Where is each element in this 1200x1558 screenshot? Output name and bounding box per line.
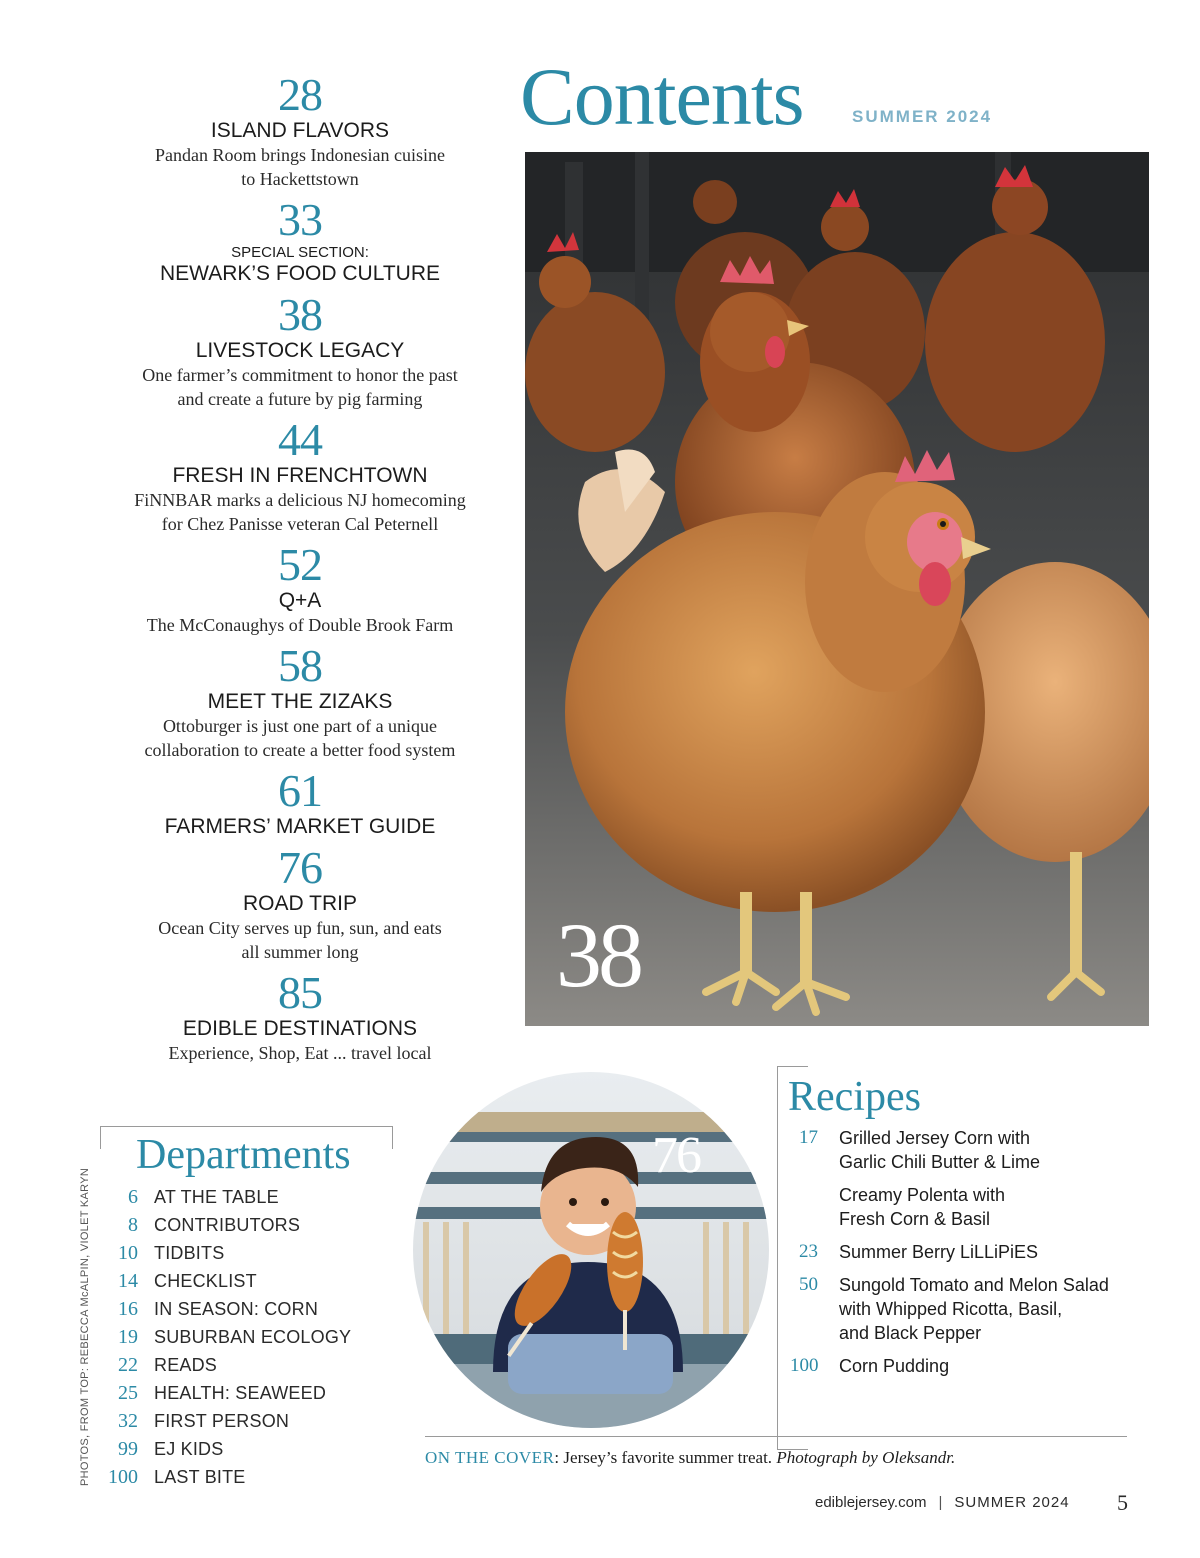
- circle-photo-boy-with-corn[interactable]: [413, 1072, 769, 1428]
- department-item[interactable]: [100, 1186, 420, 1214]
- footer-site-link[interactable]: ediblejersey.com: [815, 1494, 927, 1511]
- feature-page-number: 38: [278, 289, 322, 340]
- recipe-label: Grilled Jersey Corn with Garlic Chili Butter & Lime: [839, 1128, 1041, 1172]
- recipe-label: Creamy Polenta with Fresh Corn & Basil: [839, 1185, 1006, 1229]
- feature-item[interactable]: [100, 967, 500, 1065]
- feature-title: Q+A: [278, 589, 322, 612]
- department-page-number: 25: [118, 1382, 138, 1404]
- cover-note-label: ON THE COVER: [425, 1448, 555, 1467]
- department-page-number: 10: [118, 1242, 138, 1264]
- department-label: READS: [154, 1355, 218, 1375]
- department-item[interactable]: [100, 1326, 420, 1354]
- page-number: 5: [1117, 1490, 1128, 1515]
- feature-page-number: 85: [278, 967, 322, 1018]
- page-title: Contents: [520, 51, 804, 142]
- department-page-number: 19: [118, 1326, 138, 1348]
- feature-title: FRESH IN FRENCHTOWN: [172, 464, 428, 487]
- department-label: TIDBITS: [154, 1243, 225, 1263]
- department-page-number: 14: [118, 1270, 138, 1292]
- feature-item[interactable]: [100, 842, 500, 964]
- department-item[interactable]: [100, 1354, 420, 1382]
- department-item[interactable]: [100, 1438, 420, 1466]
- feature-item[interactable]: [100, 69, 500, 191]
- department-label: LAST BITE: [154, 1467, 246, 1487]
- department-item[interactable]: [100, 1410, 420, 1438]
- cover-note-credit: Photograph by Oleksandr.: [776, 1448, 956, 1467]
- feature-item[interactable]: [100, 414, 500, 536]
- recipe-page-number: 100: [790, 1355, 819, 1376]
- department-label: IN SEASON: CORN: [154, 1299, 319, 1319]
- feature-title: EDIBLE DESTINATIONS: [182, 1017, 418, 1040]
- recipe-label: Summer Berry LiLLiPiES: [839, 1242, 1039, 1262]
- feature-title: ROAD TRIP: [243, 892, 357, 915]
- footer-issue: SUMMER 2024: [954, 1494, 1070, 1511]
- recipe-item[interactable]: [790, 1183, 1170, 1231]
- feature-description: Ocean City serves up fun, sun, and eats all summer long: [158, 918, 442, 962]
- recipe-label: Sungold Tomato and Melon Salad with Whipped Ricotta, Basil, and Black Pepper: [839, 1275, 1109, 1343]
- cover-note-text: Jersey’s favorite summer treat.: [563, 1448, 773, 1467]
- department-label: FIRST PERSON: [154, 1411, 290, 1431]
- boy-illustration: [413, 1072, 769, 1428]
- recipe-item[interactable]: [790, 1240, 1170, 1264]
- hero-photo-page-number: 38: [556, 904, 640, 1006]
- feature-title: ISLAND FLAVORS: [210, 119, 390, 142]
- feature-title: FARMERS’ MARKET GUIDE: [164, 815, 436, 838]
- footer-separator: |: [938, 1494, 943, 1511]
- department-item[interactable]: [100, 1214, 420, 1242]
- feature-description: Pandan Room brings Indonesian cuisine to Hackettstown: [155, 145, 445, 189]
- feature-item[interactable]: [100, 765, 500, 839]
- feature-description: One farmer’s commitment to honor the past and create a future by pig farming: [142, 365, 458, 409]
- department-label: SUBURBAN ECOLOGY: [154, 1327, 352, 1347]
- frame-rule: [100, 1127, 101, 1149]
- recipe-label: Corn Pudding: [839, 1356, 950, 1376]
- department-item[interactable]: [100, 1298, 420, 1326]
- department-page-number: 100: [108, 1466, 138, 1488]
- department-page-number: 32: [118, 1410, 138, 1432]
- feature-page-number: 52: [278, 539, 322, 590]
- hero-photo-hens[interactable]: [525, 152, 1149, 1026]
- department-item[interactable]: [100, 1270, 420, 1298]
- department-page-number: 6: [128, 1186, 138, 1208]
- feature-page-number: 58: [278, 640, 322, 691]
- circle-photo-page-number: 76: [652, 1127, 700, 1184]
- recipe-page-number: 17: [799, 1127, 818, 1148]
- feature-title: LIVESTOCK LEGACY: [195, 339, 405, 362]
- feature-item[interactable]: [100, 539, 500, 637]
- feature-description: Experience, Shop, Eat ... travel local: [168, 1043, 432, 1063]
- department-page-number: 99: [118, 1438, 138, 1460]
- cover-note-colon: :: [554, 1448, 564, 1467]
- feature-page-number: 28: [278, 69, 322, 120]
- recipes-heading: Recipes: [788, 1074, 921, 1120]
- feature-description: Ottoburger is just one part of a unique collaboration to create a better food system: [144, 716, 456, 760]
- department-page-number: 16: [118, 1298, 138, 1320]
- feature-item[interactable]: [100, 194, 500, 286]
- divider: [425, 1436, 1127, 1437]
- photo-credit: PHOTOS, FROM TOP: REBECCA McALPIN, VIOLET KARYN: [79, 1167, 91, 1486]
- department-page-number: 22: [118, 1354, 138, 1376]
- department-page-number: 8: [128, 1214, 138, 1236]
- frame-rule: [392, 1127, 393, 1149]
- recipe-item[interactable]: [790, 1354, 1170, 1378]
- departments-list: [100, 1186, 420, 1494]
- department-item[interactable]: [100, 1466, 420, 1494]
- department-label: HEALTH: SEAWEED: [154, 1383, 327, 1403]
- departments-heading: Departments: [136, 1132, 351, 1178]
- recipe-page-number: [790, 1183, 818, 1231]
- feature-list: [100, 69, 500, 1071]
- issue-label: SUMMER 2024: [852, 107, 993, 126]
- feature-page-number: 61: [278, 765, 322, 816]
- recipe-page-number: 50: [799, 1274, 818, 1295]
- department-label: AT THE TABLE: [154, 1187, 279, 1207]
- feature-item[interactable]: [100, 640, 500, 762]
- department-label: CONTRIBUTORS: [154, 1215, 301, 1235]
- recipe-item[interactable]: [790, 1126, 1170, 1174]
- feature-title: MEET THE ZIZAKS: [207, 690, 393, 713]
- feature-item[interactable]: [100, 289, 500, 411]
- cover-note: [425, 1448, 955, 1468]
- department-item[interactable]: [100, 1382, 420, 1410]
- footer: [815, 1494, 1070, 1511]
- department-item[interactable]: [100, 1242, 420, 1270]
- feature-description: FiNNBAR marks a delicious NJ homecoming for Chez Panisse veteran Cal Peternell: [134, 490, 466, 534]
- department-label: EJ KIDS: [154, 1439, 224, 1459]
- recipe-page-number: 23: [799, 1241, 818, 1262]
- hens-illustration: [525, 152, 1149, 1026]
- feature-description: The McConaughys of Double Brook Farm: [146, 615, 454, 635]
- department-label: CHECKLIST: [154, 1271, 257, 1291]
- recipes-list: [790, 1126, 1170, 1387]
- frame-rule: [778, 1066, 808, 1067]
- recipe-item[interactable]: [790, 1273, 1170, 1345]
- feature-page-number: 76: [278, 842, 322, 893]
- feature-kicker: SPECIAL SECTION:: [231, 244, 369, 261]
- feature-page-number: 33: [278, 194, 322, 245]
- feature-page-number: 44: [278, 414, 322, 465]
- feature-title: NEWARK’S FOOD CULTURE: [159, 262, 440, 285]
